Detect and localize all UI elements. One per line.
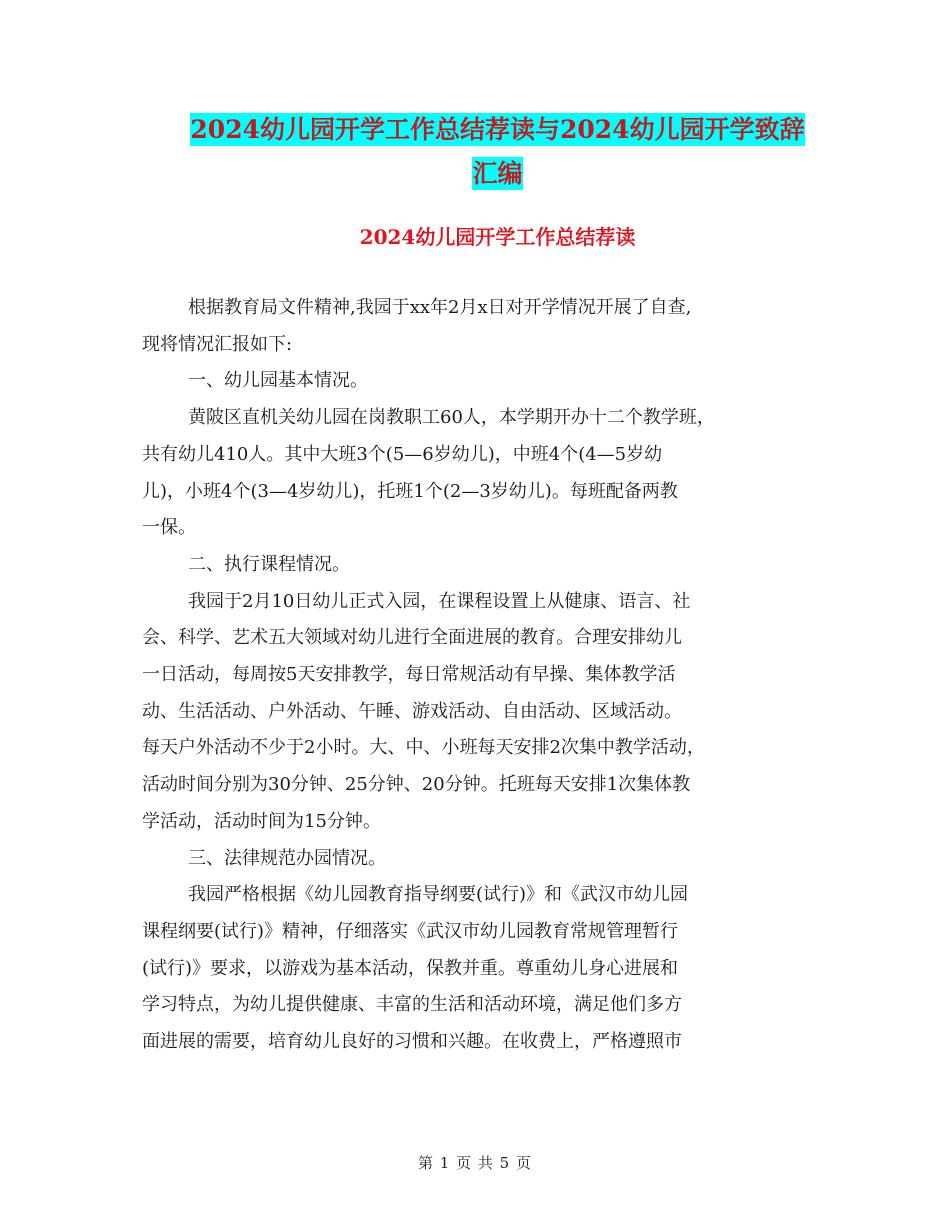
text-line: 根据教育局文件精神,我园于xx年2月x日对开学情况开展了自查,	[188, 297, 692, 318]
text-line: 儿)，小班4个(3—4岁幼儿)，托班1个(2—3岁幼儿)。每班配备两教	[142, 480, 678, 502]
text-line: 现将情况汇报如下:	[142, 333, 293, 355]
section-title: 2024幼儿园开学工作总结荐读	[359, 225, 636, 249]
document-title	[140, 108, 855, 196]
text-line: 黄陂区直机关幼儿园在岗教职工60人，本学期开办十二个教学班，	[188, 407, 715, 429]
section-heading: 二、执行课程情况。	[188, 553, 350, 575]
text-line: 活动时间分别为30分钟、25分钟、20分钟。托班每天安排1次集体教	[142, 774, 691, 796]
section-heading: 一、幼儿园基本情况。	[188, 370, 368, 392]
text-line: 面进展的需要，培育幼儿良好的习惯和兴趣。在收费上，严格遵照市	[142, 1031, 682, 1053]
text-line: 一保。	[142, 517, 196, 539]
text-line: 动、生活活动、户外活动、午睡、游戏活动、自由活动、区域活动。	[142, 700, 682, 722]
text-line: 会、科学、艺术五大领域对幼儿进行全面进展的教育。合理安排幼儿	[142, 627, 682, 649]
text-line: 我园于2月10日幼儿正式入园，在课程设置上从健康、语言、社	[188, 590, 691, 612]
title-line-2: 汇编	[472, 159, 523, 188]
page-footer: 第 1 页 共 5 页	[418, 1154, 532, 1172]
text-line: 课程纲要(试行)》精神，仔细落实《武汉市幼儿园教育常规管理暂行	[142, 920, 679, 942]
body-text	[142, 290, 832, 1061]
text-line: 我园严格根据《幼儿园教育指导纲要(试行)》和《武汉市幼儿园	[188, 884, 689, 906]
text-line: 学活动，活动时间为15分钟。	[142, 810, 381, 832]
text-line: 一日活动，每周按5天安排教学，每日常规活动有早操、集体教学活	[142, 664, 676, 686]
text-line: (试行)》要求，以游戏为基本活动，保教并重。尊重幼儿身心进展和	[142, 957, 679, 979]
text-line: 每天户外活动不少于2小时。大、中、小班每天安排2次集中教学活动，	[142, 737, 705, 759]
text-line: 共有幼儿410人。其中大班3个(5—6岁幼儿)，中班4个(4—5岁幼	[142, 443, 663, 465]
section-heading: 三、法律规范办园情况。	[188, 847, 386, 869]
title-line-1: 2024幼儿园开学工作总结荐读与2024幼儿园开学致辞	[190, 115, 805, 144]
text-line: 学习特点，为幼儿提供健康、丰富的生活和活动环境，满足他们多方	[142, 994, 682, 1016]
